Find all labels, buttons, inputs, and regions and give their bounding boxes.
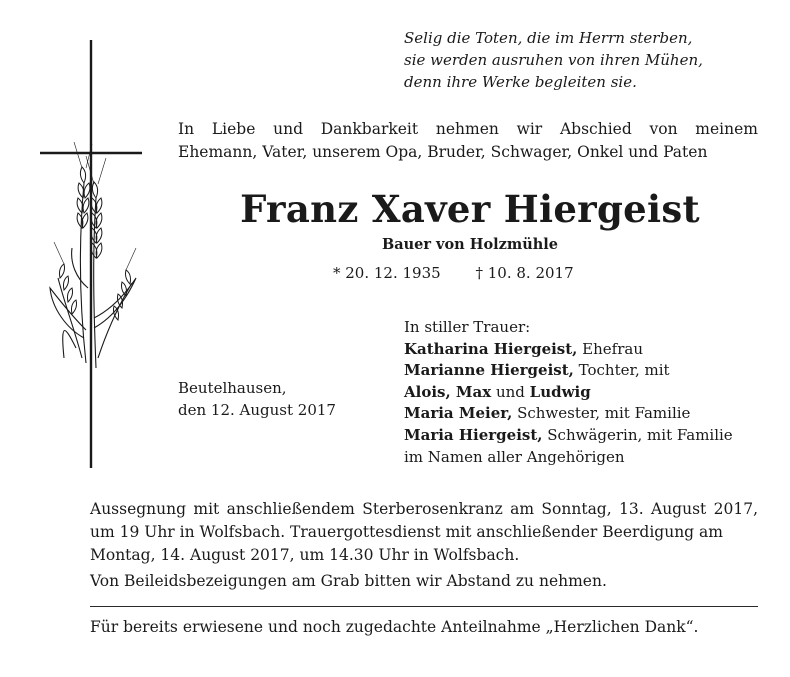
bible-quote bbox=[404, 27, 764, 93]
mourners-closing: im Namen aller Angehörigen bbox=[404, 447, 625, 466]
list-item bbox=[404, 403, 733, 425]
mourner-relation: Schwester, mit Familie bbox=[512, 404, 691, 423]
mourner-name: Katharina Hiergeist, bbox=[404, 339, 578, 358]
deceased-occupation: Bauer von Holzmühle bbox=[381, 236, 559, 253]
funeral-text: Aussegnung mit anschließendem Sterberosenkranz am Sonntag, 13. August 2017, um 19 Uhr in Wolfsbach. Trauergottesdienst mit anschließender Beerdigung am bbox=[90, 500, 758, 541]
quote-line: sie werden ausruhen von ihren Mühen, bbox=[404, 51, 703, 69]
date: den 12. August 2017 bbox=[178, 401, 336, 419]
mourner-relation: und bbox=[491, 382, 530, 401]
mourners-list bbox=[404, 317, 733, 468]
list-item bbox=[404, 425, 733, 447]
divider bbox=[90, 606, 758, 607]
list-item bbox=[404, 382, 733, 404]
intro-line: In Liebe und Dankbarkeit nehmen wir Abschied von meinem bbox=[178, 120, 758, 138]
mourner-relation: Tochter, mit bbox=[573, 361, 670, 380]
life-dates bbox=[333, 264, 574, 282]
mourners-heading: In stiller Trauer: bbox=[404, 318, 531, 336]
death-date: † 10. 8. 2017 bbox=[475, 264, 574, 282]
quote-line: denn ihre Werke begleiten sie. bbox=[404, 73, 637, 91]
list-item bbox=[404, 339, 733, 361]
mourner-name: Ludwig bbox=[529, 382, 591, 401]
mourner-relation: Ehefrau bbox=[577, 339, 643, 358]
mourner-name: Maria Hiergeist, bbox=[404, 425, 543, 444]
condolence-request: Von Beileidsbezeigungen am Grab bitten wir Abstand zu nehmen. bbox=[90, 572, 607, 590]
birth-date: * 20. 12. 1935 bbox=[333, 264, 441, 282]
cross-with-wheat-icon bbox=[36, 38, 146, 470]
place: Beutelhausen, bbox=[178, 379, 287, 397]
intro-text bbox=[178, 118, 758, 164]
list-item bbox=[404, 360, 733, 382]
mourner-name: Alois, Max bbox=[404, 382, 492, 401]
place-and-date bbox=[178, 377, 336, 421]
funeral-info bbox=[90, 498, 758, 567]
deceased-name: Franz Xaver Hiergeist bbox=[240, 187, 700, 231]
mourner-name: Maria Meier, bbox=[404, 404, 513, 423]
mourner-relation: Schwägerin, mit Familie bbox=[542, 425, 733, 444]
funeral-text-last: Montag, 14. August 2017, um 14.30 Uhr in Wolfsbach. bbox=[90, 546, 520, 564]
intro-line: Ehemann, Vater, unserem Opa, Bruder, Schwager, Onkel und Paten bbox=[178, 143, 708, 161]
quote-line: Selig die Toten, die im Herrn sterben, bbox=[404, 29, 693, 47]
mourner-name: Marianne Hiergeist, bbox=[404, 361, 574, 380]
thanks-text: Für bereits erwiesene und noch zugedachte Anteilnahme „Herzlichen Dank“. bbox=[90, 618, 699, 636]
